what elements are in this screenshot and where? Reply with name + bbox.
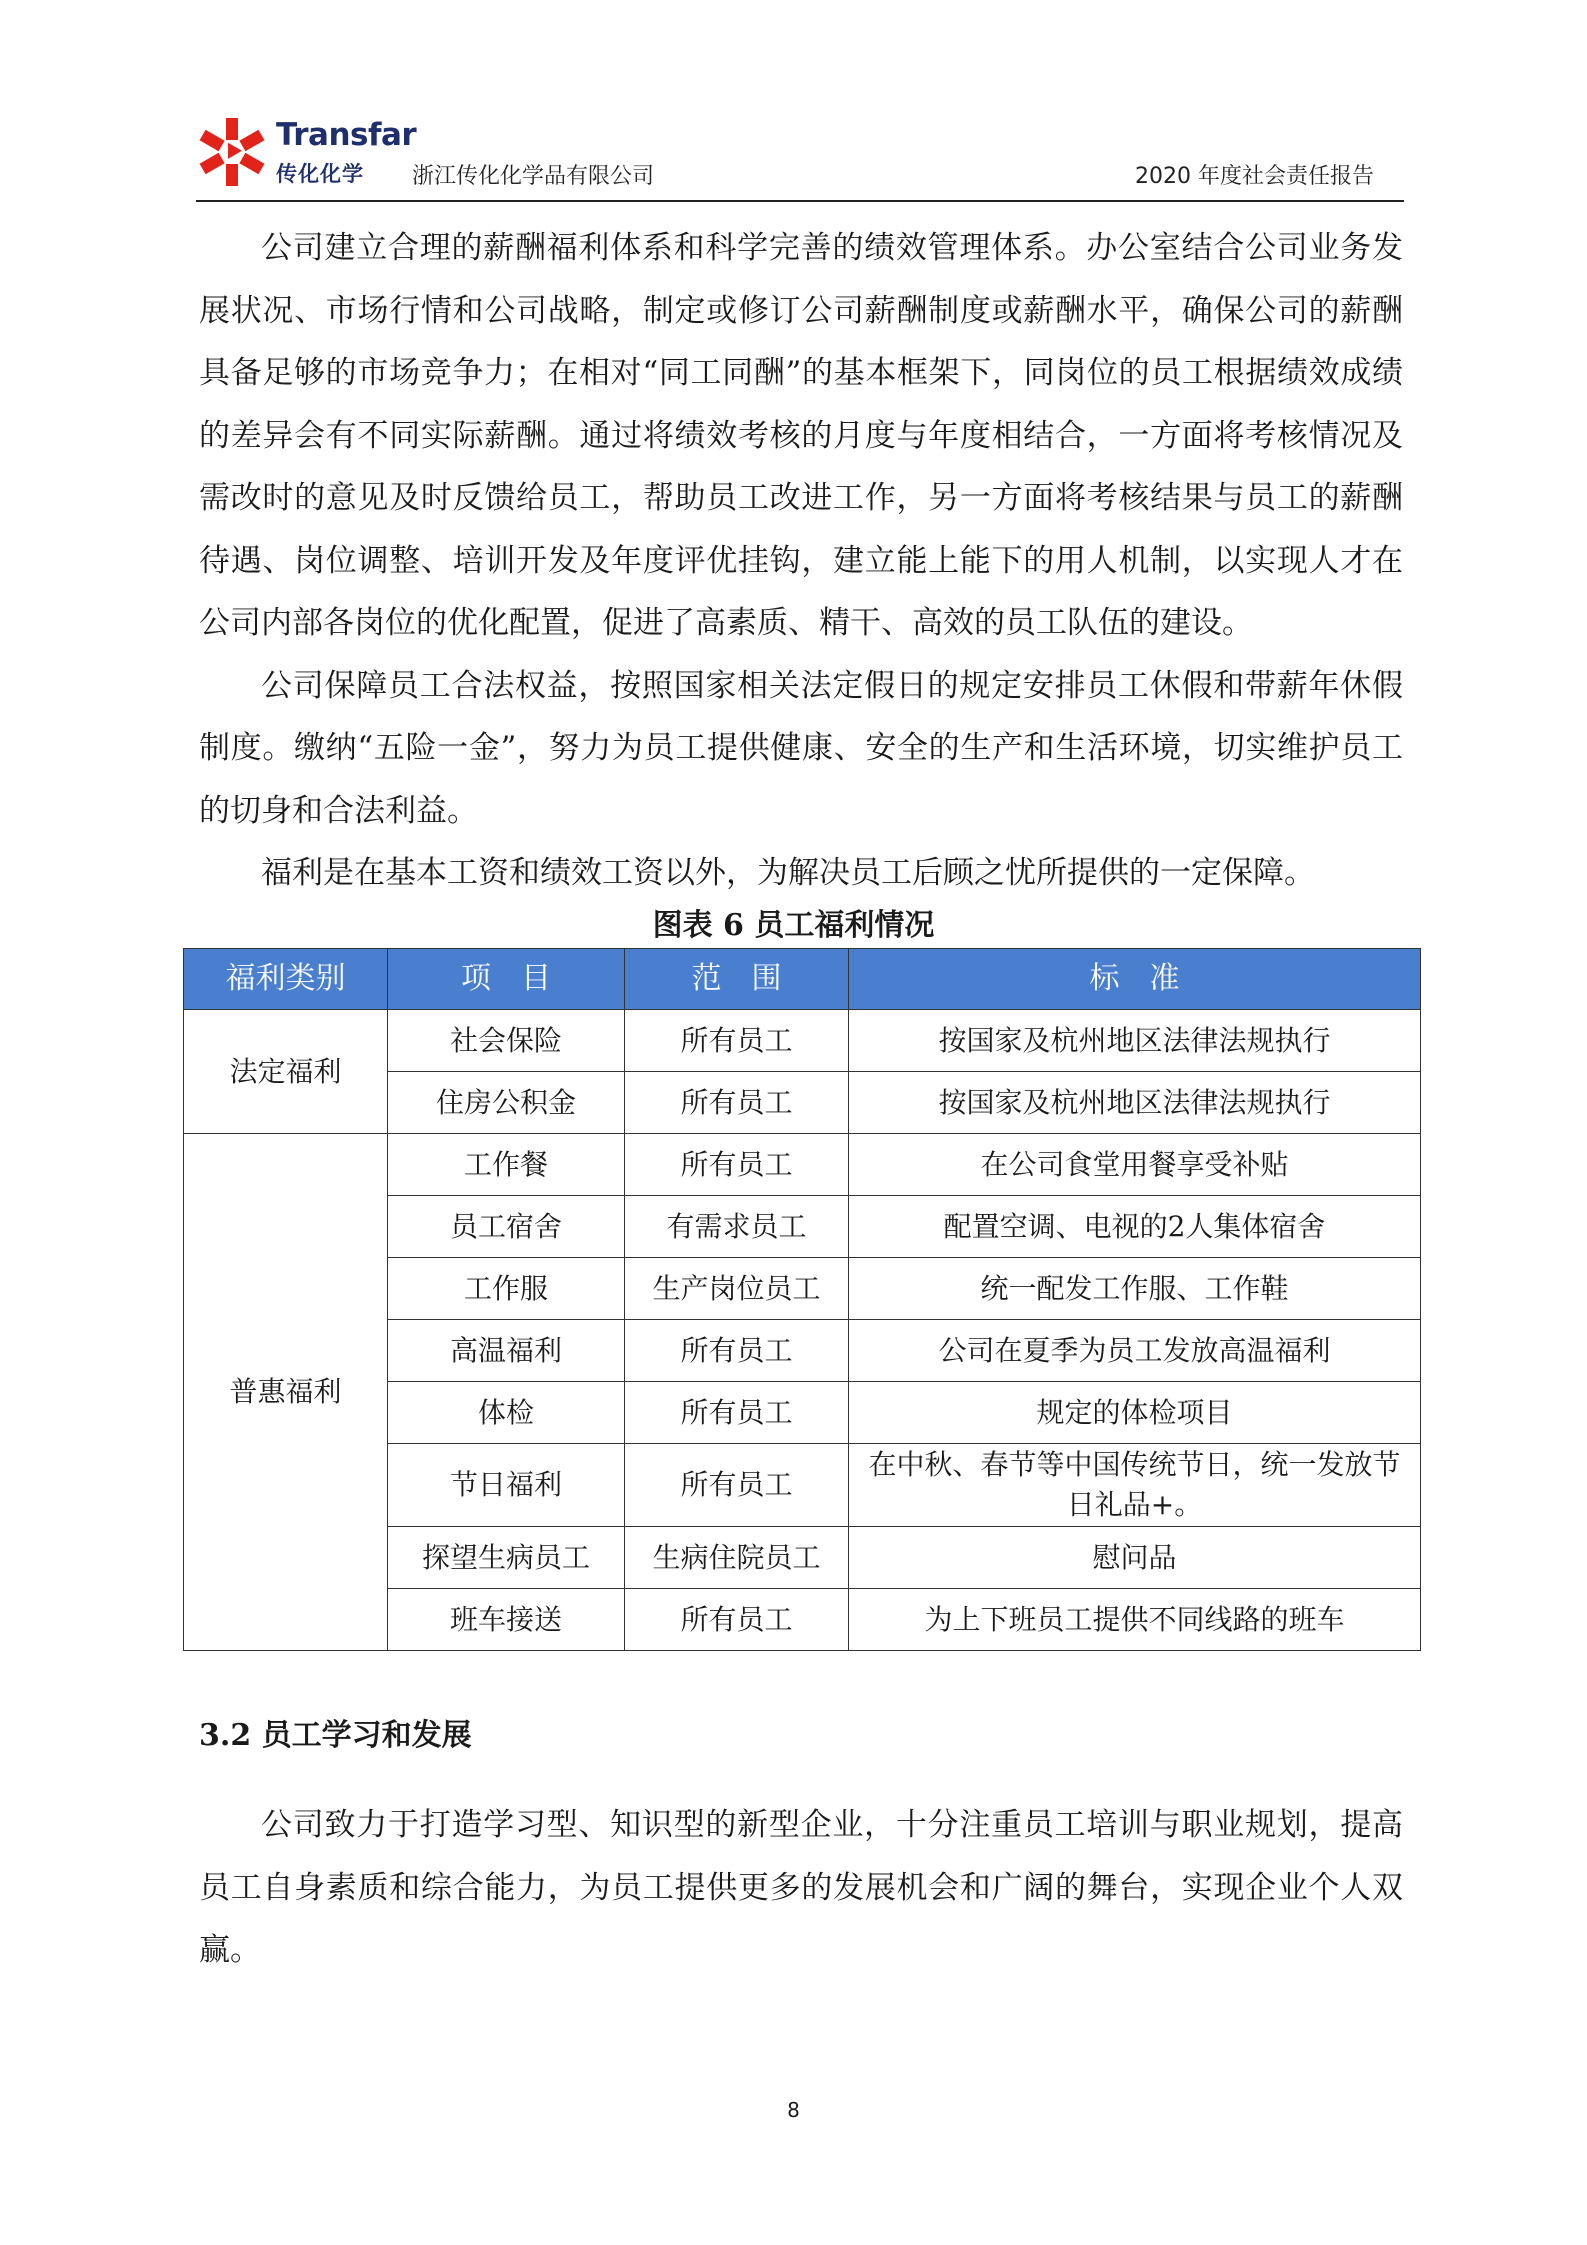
- standard-cell: 按国家及杭州地区法律法规执行: [849, 1072, 1421, 1134]
- header-divider: [196, 200, 1404, 202]
- item-cell: 工作服: [388, 1258, 625, 1320]
- page-number: 8: [787, 2098, 800, 2122]
- paragraph-welfare-intro: 福利是在基本工资和绩效工资以外，为解决员工后顾之忧所提供的一定保障。: [261, 855, 1315, 891]
- scope-cell: 所有员工: [625, 1010, 849, 1072]
- header-scope: 范 围: [625, 949, 849, 1010]
- table-row: [184, 1134, 1421, 1196]
- item-cell: 员工宿舍: [388, 1196, 625, 1258]
- company-name: 浙江传化化学品有限公司: [412, 164, 655, 189]
- item-cell: 探望生病员工: [388, 1527, 625, 1589]
- paragraph-rights: 公司保障员工合法权益，按照国家相关法定假日的规定安排员工休假和带薪年休假制度。缴纳“五险一金”，努力为员工提供健康、安全的生产和生活环境，切实维护员工的切身和合法利益。: [199, 667, 1403, 829]
- category-cell: 普惠福利: [184, 1134, 388, 1651]
- item-cell: 住房公积金: [388, 1072, 625, 1134]
- standard-cell: 统一配发工作服、工作鞋: [849, 1258, 1421, 1320]
- standard-cell: 配置空调、电视的2人集体宿舍: [849, 1196, 1421, 1258]
- scope-cell: 所有员工: [625, 1589, 849, 1651]
- scope-cell: 所有员工: [625, 1444, 849, 1527]
- item-cell: 班车接送: [388, 1589, 625, 1651]
- item-cell: 工作餐: [388, 1134, 625, 1196]
- standard-cell: 按国家及杭州地区法律法规执行: [849, 1010, 1421, 1072]
- scope-cell: 所有员工: [625, 1072, 849, 1134]
- standard-cell: 慰问品: [849, 1527, 1421, 1589]
- header-standard: 标 准: [849, 949, 1421, 1010]
- table-row: [184, 1010, 1421, 1072]
- brand-name-en: Transfar: [276, 117, 417, 153]
- item-cell: 高温福利: [388, 1320, 625, 1382]
- item-cell: 节日福利: [388, 1444, 625, 1527]
- standard-cell: 在公司食堂用餐享受补贴: [849, 1134, 1421, 1196]
- standard-cell: 为上下班员工提供不同线路的班车: [849, 1589, 1421, 1651]
- header-category: 福利类别: [184, 949, 388, 1010]
- company-logo: [196, 112, 417, 192]
- standard-cell: 在中秋、春节等中国传统节日，统一发放节日礼品+。: [849, 1444, 1421, 1527]
- paragraph-learning: 公司致力于打造学习型、知识型的新型企业，十分注重员工培训与职业规划，提高员工自身素质和综合能力，为员工提供更多的发展机会和广阔的舞台，实现企业个人双赢。: [199, 1807, 1403, 1968]
- brand-name-cn: 传化化学: [276, 162, 364, 186]
- report-title: 2020 年度社会责任报告: [1135, 164, 1374, 189]
- section-heading: 3.2 员工学习和发展: [199, 1718, 472, 1753]
- header-item: 项 目: [388, 949, 625, 1010]
- transfar-logo-icon: [196, 112, 272, 192]
- scope-cell: 有需求员工: [625, 1196, 849, 1258]
- scope-cell: 生病住院员工: [625, 1527, 849, 1589]
- body-text-top: [199, 217, 1403, 905]
- category-cell: 法定福利: [184, 1010, 388, 1134]
- scope-cell: 所有员工: [625, 1320, 849, 1382]
- item-cell: 体检: [388, 1382, 625, 1444]
- standard-cell: 规定的体检项目: [849, 1382, 1421, 1444]
- paragraph-compensation: 公司建立合理的薪酬福利体系和科学完善的绩效管理体系。办公室结合公司业务发展状况、市场行情和公司战略，制定或修订公司薪酬制度或薪酬水平，确保公司的薪酬具备足够的市场竞争力；在相对“同工同酬”的基本框架下，同岗位的员工根据绩效成绩的差异会有不同实际薪酬。通过将绩效考核的月度与年度相结合，一方面将考核情况及需改时的意见及时反馈给员工，帮助员工改进工作，另一方面将考核结果与员工的薪酬待遇、岗位调整、培训开发及年度评优挂钩，建立能上能下的用人机制，以实现人才在公司内部各岗位的优化配置，促进了高素质、精干、高效的员工队伍的建设。: [199, 230, 1403, 641]
- standard-cell: 公司在夏季为员工发放高温福利: [849, 1320, 1421, 1382]
- scope-cell: 生产岗位员工: [625, 1258, 849, 1320]
- item-cell: 社会保险: [388, 1010, 625, 1072]
- scope-cell: 所有员工: [625, 1382, 849, 1444]
- benefits-table: [183, 948, 1421, 1651]
- scope-cell: 所有员工: [625, 1134, 849, 1196]
- table-caption: 图表 6 员工福利情况: [652, 908, 935, 943]
- body-text-bottom: [199, 1794, 1403, 1982]
- table-header-row: [184, 949, 1421, 1010]
